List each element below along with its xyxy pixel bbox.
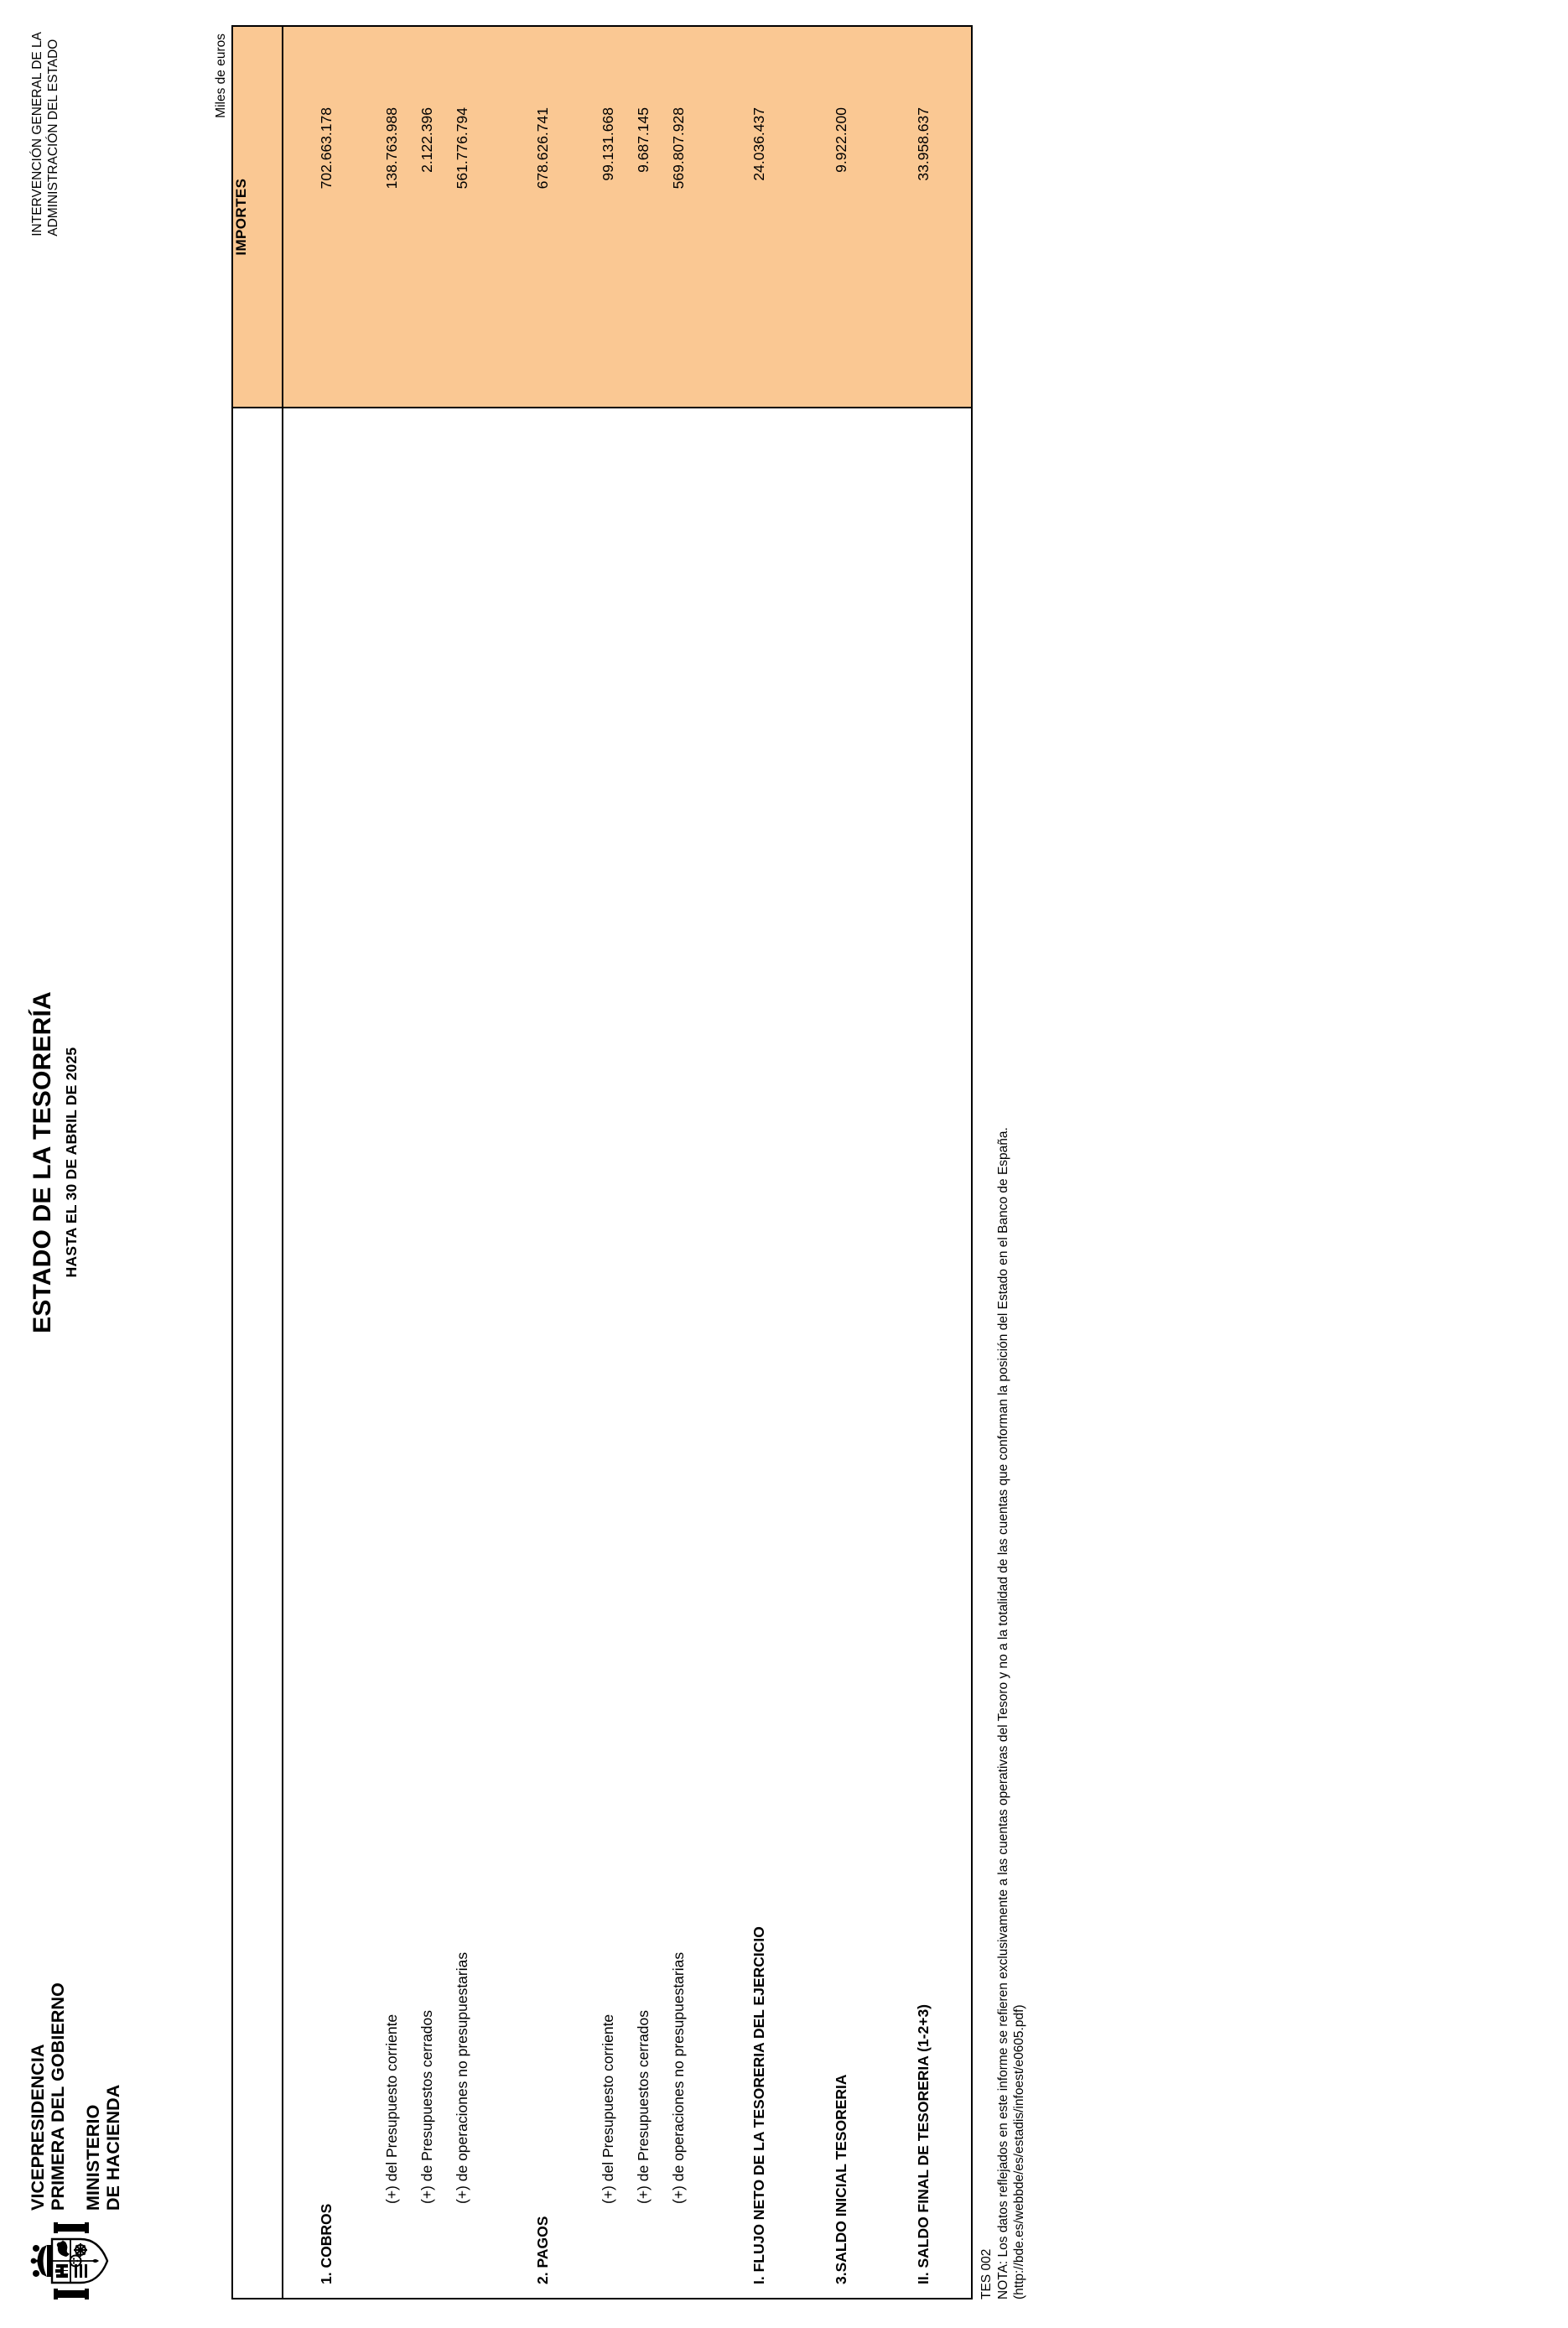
row-amount: 24.036.437 bbox=[750, 107, 767, 181]
amount-row-list bbox=[283, 27, 971, 407]
table-row-amount bbox=[590, 27, 626, 407]
table-row bbox=[374, 408, 409, 2298]
concept-column-header bbox=[232, 408, 283, 2299]
footer-source-url: (http://bde.es/webbde/es/estadis/infoest/e0605.pdf) bbox=[1012, 2004, 1027, 2299]
table-row-amount bbox=[523, 27, 562, 407]
table-row-amount bbox=[409, 27, 444, 407]
table-row bbox=[661, 408, 696, 2298]
treasury-statement-table bbox=[231, 25, 973, 2299]
row-spacer bbox=[562, 27, 590, 407]
table-row bbox=[444, 408, 480, 2298]
table-body-row bbox=[283, 26, 972, 2299]
row-spacer bbox=[562, 408, 590, 2298]
row-spacer bbox=[480, 27, 523, 407]
row-amount: 9.922.200 bbox=[832, 107, 849, 173]
table-row bbox=[626, 408, 661, 2298]
row-amount: 138.763.988 bbox=[382, 107, 400, 190]
table-row bbox=[307, 408, 345, 2298]
table-header-row bbox=[232, 26, 283, 2299]
table-row-amount bbox=[307, 27, 345, 407]
table-row-amount bbox=[661, 27, 696, 407]
row-amount: 99.131.668 bbox=[599, 107, 616, 181]
row-spacer bbox=[696, 408, 740, 2298]
row-spacer bbox=[860, 408, 904, 2298]
table-row-amount bbox=[822, 27, 860, 407]
table-row-amount bbox=[740, 27, 778, 407]
row-spacer bbox=[480, 408, 523, 2298]
ministerio-line: MINISTERIO bbox=[83, 2104, 104, 2211]
row-label: (+) del Presupuesto corriente bbox=[599, 2014, 616, 2204]
table-row-amount bbox=[444, 27, 480, 407]
table-row bbox=[822, 408, 860, 2298]
row-spacer bbox=[345, 408, 374, 2298]
form-code: TES 002 bbox=[979, 2248, 994, 2299]
concept-cell bbox=[283, 408, 972, 2299]
units-note: Miles de euros bbox=[214, 34, 228, 118]
row-label: 3.SALDO INICIAL TESORERIA bbox=[832, 2074, 849, 2284]
igae-block bbox=[30, 32, 62, 236]
row-label: (+) de operaciones no presupuestarias bbox=[453, 1951, 470, 2204]
row-amount: 561.776.794 bbox=[453, 107, 470, 190]
concept-row-list bbox=[283, 408, 971, 2298]
document-title: ESTADO DE LA TESORERÍA bbox=[29, 991, 56, 1333]
vicepresidencia-line: VICEPRESIDENCIA bbox=[28, 2044, 48, 2211]
organization-names bbox=[27, 1982, 123, 2211]
table-row-amount bbox=[626, 27, 661, 407]
row-amount: 9.687.145 bbox=[634, 107, 652, 173]
organization-identity bbox=[27, 1905, 123, 2299]
igae-line-2: ADMINISTRACIÓN DEL ESTADO bbox=[45, 39, 60, 236]
row-label: 2. PAGOS bbox=[533, 2216, 551, 2284]
row-label: (+) de Presupuestos cerrados bbox=[634, 2009, 652, 2204]
table-row-amount bbox=[374, 27, 409, 407]
spain-coat-of-arms-icon bbox=[29, 2222, 116, 2299]
document-subtitle: HASTA EL 30 DE ABRIL DE 2025 bbox=[63, 1047, 80, 1278]
row-label: (+) de Presupuestos cerrados bbox=[418, 2009, 435, 2204]
row-spacer bbox=[696, 27, 740, 407]
masthead bbox=[22, 25, 174, 2299]
row-label: 1. COBROS bbox=[317, 2203, 335, 2284]
row-spacer bbox=[778, 27, 822, 407]
row-spacer bbox=[778, 408, 822, 2298]
amount-column-header: IMPORTES bbox=[232, 26, 283, 408]
row-amount: 678.626.741 bbox=[533, 107, 551, 190]
table-row bbox=[590, 408, 626, 2298]
footer-note: NOTA: Los datos reflejados en este informe se refieren exclusivamente a las cuentas operativas del Tesoro y no a la totalidad de las cuentas que conforman la posición del Estado en el Banco de España. bbox=[995, 1127, 1010, 2299]
row-spacer bbox=[860, 27, 904, 407]
table-row bbox=[523, 408, 562, 2298]
table-row-amount bbox=[904, 27, 942, 407]
row-amount: 2.122.396 bbox=[418, 107, 435, 173]
row-amount: 702.663.178 bbox=[317, 107, 335, 190]
masthead-spacer bbox=[68, 1982, 83, 2211]
footer bbox=[979, 25, 1028, 2299]
table-row bbox=[904, 408, 942, 2298]
units-row bbox=[208, 25, 230, 2299]
table-row bbox=[740, 408, 778, 2298]
row-label: (+) del Presupuesto corriente bbox=[382, 2014, 400, 2204]
table-row bbox=[409, 408, 444, 2298]
row-label: (+) de operaciones no presupuestarias bbox=[669, 1951, 687, 2204]
row-spacer bbox=[345, 27, 374, 407]
ministerio-name-line: DE HACIENDA bbox=[103, 2084, 124, 2211]
row-amount: 569.807.928 bbox=[669, 107, 687, 190]
row-label: II. SALDO FINAL DE TESORERIA (1-2+3) bbox=[914, 2003, 932, 2284]
row-label: I. FLUJO NETO DE LA TESORERIA DEL EJERCICIO bbox=[750, 1926, 767, 2284]
amount-cell bbox=[283, 26, 972, 408]
igae-line-1: INTERVENCIÓN GENERAL DE LA bbox=[30, 32, 44, 236]
row-amount: 33.958.637 bbox=[914, 107, 932, 181]
presidencia-gobierno-line: PRIMERA DEL GOBIERNO bbox=[48, 1982, 69, 2211]
